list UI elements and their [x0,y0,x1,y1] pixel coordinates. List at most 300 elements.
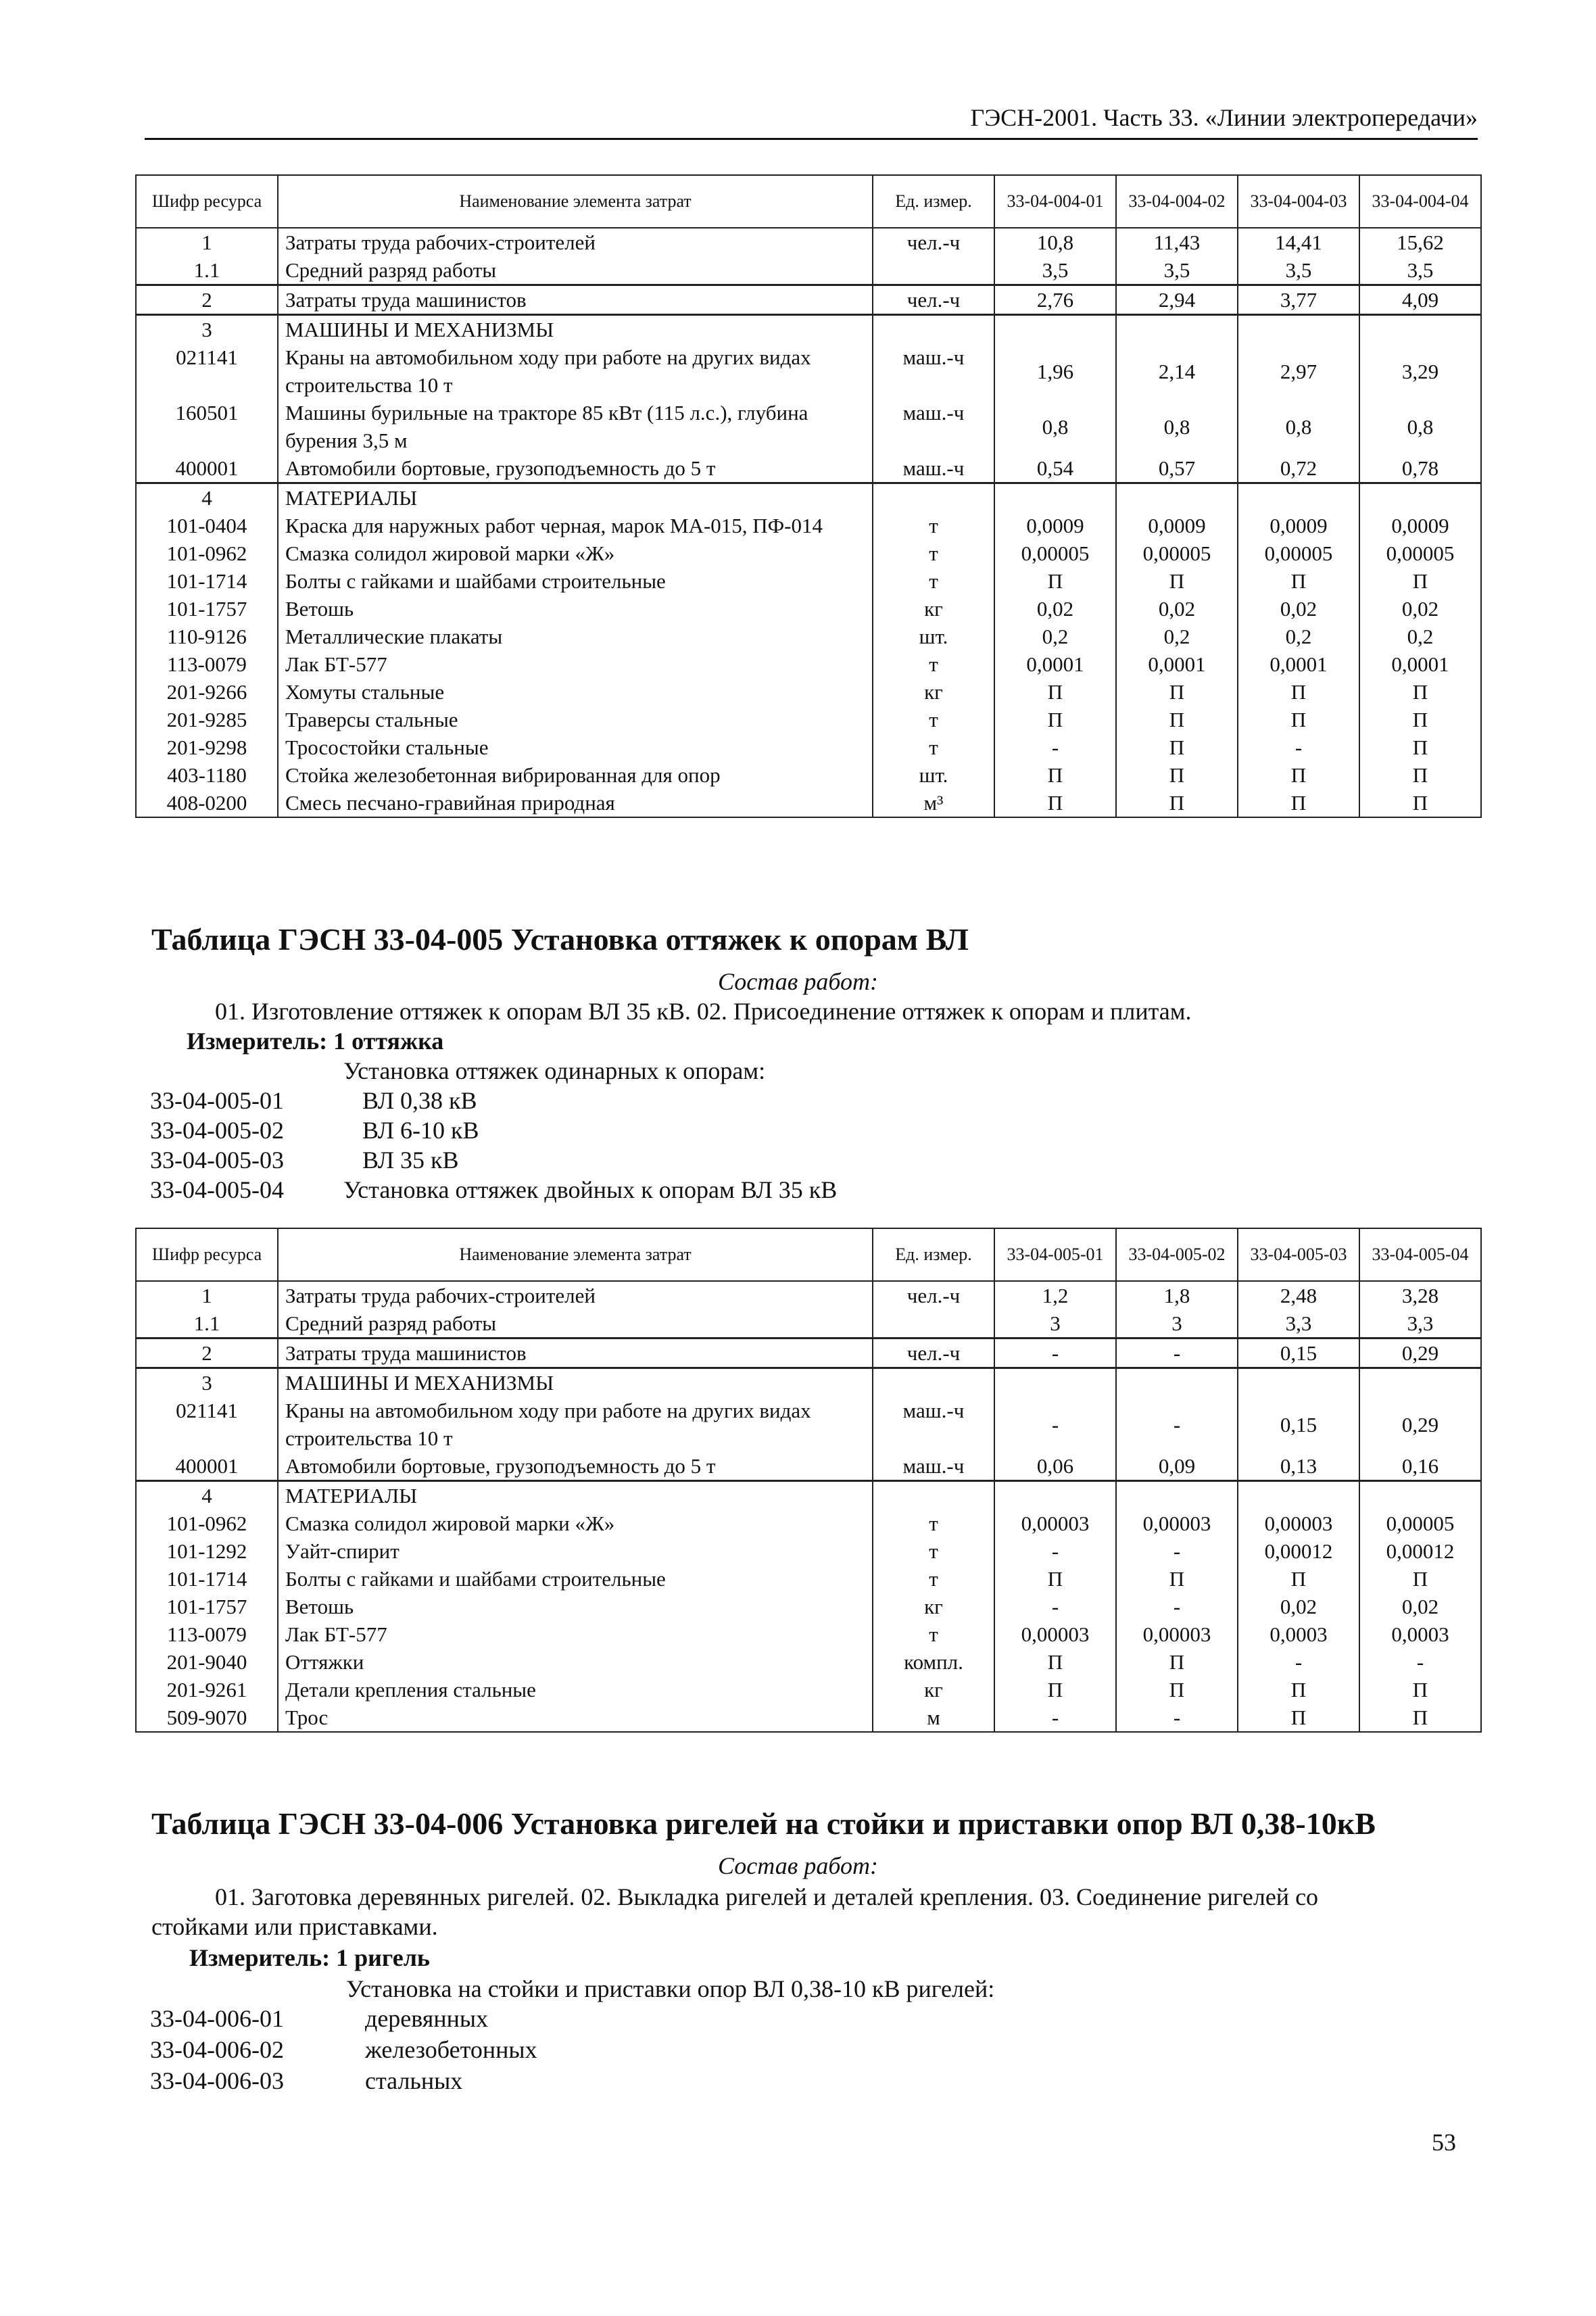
cell-value: П [1359,1565,1481,1593]
cell-resource-name: Тросостойки стальные [278,733,873,761]
col-header-norm: 33-04-004-01 [994,175,1116,228]
cell-value: 2,97 [1238,343,1359,399]
cell-resource-code: 160501 [136,399,278,454]
cell-value: 0,13 [1238,1452,1359,1481]
cell-resource-name: Затраты труда машинистов [278,1338,873,1368]
cell-resource-name: Краны на автомобильном ходу при работе на других видах строительства 10 т [278,343,873,399]
work-composition-heading: Состав работ: [718,968,878,995]
cell-resource-code: 101-0962 [136,539,278,567]
cell-unit: м [873,1704,994,1732]
col-header-norm: 33-04-005-04 [1359,1228,1481,1281]
cell-value: 0,57 [1116,454,1238,483]
cell-resource-code: 101-0962 [136,1510,278,1537]
cell-value: 3,3 [1359,1309,1481,1338]
cell-resource-name: Хомуты стальные [278,678,873,706]
page-number: 53 [1432,2129,1456,2156]
cell-resource-code: 509-9070 [136,1704,278,1732]
cell-value [1359,483,1481,512]
cell-resource-code: 400001 [136,454,278,483]
cell-value [994,483,1116,512]
cell-value: 0,00005 [1238,539,1359,567]
cell-value: 0,02 [1359,1593,1481,1620]
cell-resource-code: 101-1714 [136,1565,278,1593]
cell-unit: чел.-ч [873,1338,994,1368]
col-header-unit: Ед. измер. [873,175,994,228]
cell-value: 0,00005 [994,539,1116,567]
norm-description: деревянных [365,2005,489,2032]
table-row [136,623,1481,650]
cell-unit: шт. [873,761,994,789]
cell-resource-name: Детали крепления стальные [278,1676,873,1704]
cell-resource-name: Ветошь [278,595,873,623]
cell-resource-code: 110-9126 [136,623,278,650]
cell-value: - [994,1593,1116,1620]
cell-value [1359,315,1481,344]
cell-value: 2,76 [994,285,1116,315]
cell-unit: компл. [873,1648,994,1676]
cell-resource-name: Лак БТ-577 [278,650,873,678]
cell-value: 2,48 [1238,1281,1359,1309]
cell-value: 0,0009 [1116,512,1238,539]
cell-value: 3,5 [994,256,1116,285]
cell-value: 0,8 [1359,399,1481,454]
cell-value: - [1116,1397,1238,1452]
cell-value: 15,62 [1359,228,1481,256]
cell-resource-code: 201-9285 [136,706,278,733]
cell-resource-name: Средний разряд работы [278,256,873,285]
meter-line: Измеритель: 1 ригель [189,1944,430,1971]
cell-value: 1,2 [994,1281,1116,1309]
table-title-33-04-006: Таблица ГЭСН 33-04-006 Установка ригелей на стойки и приставки опор ВЛ 0,38-10кВ [151,1806,1376,1841]
cell-unit: маш.-ч [873,1397,994,1452]
cell-unit: чел.-ч [873,1281,994,1309]
cell-value: П [994,1565,1116,1593]
cell-value: П [1238,761,1359,789]
work-composition-text-line1: 01. Заготовка деревянных ригелей. 02. Выкладка ригелей и деталей крепления. 03. Соединение ригелей со [215,1883,1319,1910]
cell-value: П [994,678,1116,706]
cell-value: 0,00003 [1116,1620,1238,1648]
cell-value: 3 [1116,1309,1238,1338]
cell-value: 3,29 [1359,343,1481,399]
cell-value: П [1116,761,1238,789]
cell-resource-name: Оттяжки [278,1648,873,1676]
cell-unit: т [873,539,994,567]
cell-value [994,315,1116,344]
cell-unit [873,1481,994,1510]
cell-value: П [994,567,1116,595]
cell-resource-name: Смазка солидол жировой марки «Ж» [278,1510,873,1537]
cell-value: 0,02 [1238,595,1359,623]
table-row [136,1397,1481,1452]
table-row [136,512,1481,539]
cell-value: 0,0001 [1359,650,1481,678]
cell-value: 0,0003 [1359,1620,1481,1648]
cell-value: 10,8 [994,228,1116,256]
cell-value [1238,1368,1359,1397]
cell-unit: т [873,650,994,678]
table-row [136,483,1481,512]
cell-unit [873,1368,994,1397]
cell-value: 14,41 [1238,228,1359,256]
cell-value: - [994,1537,1116,1565]
table-row [136,343,1481,399]
cell-value: П [994,706,1116,733]
cell-value: 0,0009 [1238,512,1359,539]
norm-code: 33-04-006-03 [150,2067,284,2094]
cell-value: П [994,1648,1116,1676]
work-composition-heading: Состав работ: [718,1852,878,1879]
cell-value: П [994,1676,1116,1704]
cell-value: 3,28 [1359,1281,1481,1309]
cell-value: 0,2 [1359,623,1481,650]
cell-value: 0,8 [994,399,1116,454]
table-row [136,1481,1481,1510]
resource-table-33-04-004 [135,174,1482,818]
cell-value: 1,8 [1116,1281,1238,1309]
cell-value: 0,8 [1238,399,1359,454]
cell-resource-name: Затраты труда рабочих-строителей [278,1281,873,1309]
cell-unit: чел.-ч [873,285,994,315]
norm-description: железобетонных [365,2036,537,2063]
cell-unit: маш.-ч [873,1452,994,1481]
cell-unit: маш.-ч [873,399,994,454]
table-row [136,1309,1481,1338]
cell-value: 0,2 [1116,623,1238,650]
table-row [136,399,1481,454]
table-row [136,706,1481,733]
cell-value: 4,09 [1359,285,1481,315]
cell-resource-name: Ветошь [278,1593,873,1620]
cell-value: П [1359,706,1481,733]
cell-resource-name: Затраты труда машинистов [278,285,873,315]
table-row [136,1281,1481,1309]
cell-resource-name: МАШИНЫ И МЕХАНИЗМЫ [278,315,873,344]
cell-unit: кг [873,595,994,623]
table-row [136,1620,1481,1648]
cell-resource-code: 101-1292 [136,1537,278,1565]
meter-line: Измеритель: 1 оттяжка [187,1028,444,1055]
cell-resource-code: 201-9266 [136,678,278,706]
cell-value [1238,315,1359,344]
col-header-unit: Ед. измер. [873,1228,994,1281]
cell-resource-code: 2 [136,285,278,315]
cell-resource-code: 3 [136,1368,278,1397]
cell-resource-name: Трос [278,1704,873,1732]
cell-value: - [1238,733,1359,761]
table-row [136,539,1481,567]
col-header-name: Наименование элемента затрат [278,175,873,228]
cell-value: 1,96 [994,343,1116,399]
cell-value: - [1116,1593,1238,1620]
cell-value: П [1116,706,1238,733]
cell-value: П [1359,1704,1481,1732]
cell-value: П [1116,1565,1238,1593]
norm-description: ВЛ 35 кВ [362,1147,459,1174]
table-row [136,789,1481,817]
cell-value: П [1359,761,1481,789]
cell-value: П [1116,789,1238,817]
col-header-norm: 33-04-005-02 [1116,1228,1238,1281]
cell-value: 0,00003 [994,1620,1116,1648]
cell-value: П [1238,567,1359,595]
work-composition-text: 01. Изготовление оттяжек к опорам ВЛ 35 кВ. 02. Присоединение оттяжек к опорам и плитам. [215,998,1192,1025]
cell-value: 0,0001 [1238,650,1359,678]
cell-resource-code: 201-9040 [136,1648,278,1676]
cell-unit: т [873,512,994,539]
cell-resource-name: МАТЕРИАЛЫ [278,1481,873,1510]
cell-value: П [1359,789,1481,817]
norm-description: Установка оттяжек двойных к опорам ВЛ 35 кВ [343,1176,838,1203]
cell-resource-code: 101-1757 [136,1593,278,1620]
cell-value: П [1359,733,1481,761]
cell-value: П [1116,1676,1238,1704]
col-header-norm: 33-04-005-01 [994,1228,1116,1281]
items-intro: Установка на стойки и приставки опор ВЛ 0,38-10 кВ ригелей: [346,1975,995,2002]
cell-resource-code: 021141 [136,1397,278,1452]
norm-code: 33-04-006-01 [150,2005,284,2032]
cell-resource-name: Средний разряд работы [278,1309,873,1338]
cell-value: 0,29 [1359,1397,1481,1452]
cell-value: 2,94 [1116,285,1238,315]
norm-description: ВЛ 6-10 кВ [362,1117,479,1144]
cell-value: П [1238,706,1359,733]
col-header-norm: 33-04-005-03 [1238,1228,1359,1281]
cell-resource-code: 400001 [136,1452,278,1481]
cell-value: П [1116,1648,1238,1676]
col-header-code: Шифр ресурса [136,1228,278,1281]
cell-value: 0,02 [1238,1593,1359,1620]
cell-value: 0,02 [1116,595,1238,623]
cell-value: П [1238,1676,1359,1704]
cell-value: 0,00003 [1238,1510,1359,1537]
table-row [136,1704,1481,1732]
cell-resource-name: Смазка солидол жировой марки «Ж» [278,539,873,567]
cell-value: 0,02 [1359,595,1481,623]
table-row [136,285,1481,315]
cell-value: - [1116,1537,1238,1565]
cell-value: П [1116,678,1238,706]
cell-unit [873,1309,994,1338]
cell-value: 3,5 [1116,256,1238,285]
cell-value [994,1481,1116,1510]
resource-table-33-04-005 [135,1228,1482,1733]
cell-value: П [1238,1565,1359,1593]
table-row [136,1368,1481,1397]
cell-value: 0,78 [1359,454,1481,483]
cell-value: П [1116,567,1238,595]
cell-resource-name: Металлические плакаты [278,623,873,650]
table-row [136,1676,1481,1704]
cell-value: 3,77 [1238,285,1359,315]
norm-code: 33-04-005-02 [150,1117,284,1144]
cell-value: П [1359,567,1481,595]
cell-value: П [1359,678,1481,706]
cell-value: 3 [994,1309,1116,1338]
cell-resource-code: 3 [136,315,278,344]
cell-resource-code: 403-1180 [136,761,278,789]
cell-value: 0,0003 [1238,1620,1359,1648]
table-row [136,1510,1481,1537]
cell-unit: т [873,1537,994,1565]
cell-unit: маш.-ч [873,454,994,483]
col-header-code: Шифр ресурса [136,175,278,228]
col-header-norm: 33-04-004-04 [1359,175,1481,228]
cell-unit: т [873,1510,994,1537]
cell-resource-name: Автомобили бортовые, грузоподъемность до 5 т [278,1452,873,1481]
cell-value: 3,5 [1359,256,1481,285]
cell-resource-code: 101-1714 [136,567,278,595]
cell-resource-code: 1 [136,1281,278,1309]
cell-value [1116,1368,1238,1397]
cell-value: П [1116,733,1238,761]
table-row [136,315,1481,344]
table-row [136,1648,1481,1676]
cell-resource-code: 101-1757 [136,595,278,623]
cell-unit: м³ [873,789,994,817]
cell-value [1116,315,1238,344]
cell-resource-name: Машины бурильные на тракторе 85 кВт (115 л.с.), глубина бурения 3,5 м [278,399,873,454]
cell-value: 0,0009 [1359,512,1481,539]
cell-value: 0,00003 [1116,1510,1238,1537]
table-row [136,678,1481,706]
cell-value: 0,00005 [1359,1510,1481,1537]
cell-value: 0,8 [1116,399,1238,454]
cell-resource-name: МАТЕРИАЛЫ [278,483,873,512]
cell-value: 0,15 [1238,1397,1359,1452]
cell-value [1116,1481,1238,1510]
cell-resource-name: МАШИНЫ И МЕХАНИЗМЫ [278,1368,873,1397]
norm-description: стальных [365,2067,463,2094]
cell-value: - [994,733,1116,761]
cell-resource-code: 021141 [136,343,278,399]
cell-value: 3,3 [1238,1309,1359,1338]
cell-value: - [1116,1704,1238,1732]
cell-resource-code: 101-0404 [136,512,278,539]
table-row [136,1565,1481,1593]
cell-value [1359,1368,1481,1397]
table-row [136,1452,1481,1481]
cell-resource-name: Болты с гайками и шайбами строительные [278,1565,873,1593]
cell-unit: маш.-ч [873,343,994,399]
table-row [136,1537,1481,1565]
cell-resource-name: Смесь песчано-гравийная природная [278,789,873,817]
cell-value: 0,09 [1116,1452,1238,1481]
cell-resource-name: Уайт-спирит [278,1537,873,1565]
cell-value: - [1238,1648,1359,1676]
cell-value: 0,72 [1238,454,1359,483]
cell-resource-code: 4 [136,483,278,512]
cell-resource-code: 2 [136,1338,278,1368]
cell-resource-name: Болты с гайками и шайбами строительные [278,567,873,595]
cell-unit: т [873,1620,994,1648]
cell-resource-code: 201-9261 [136,1676,278,1704]
table-row [136,733,1481,761]
cell-value: 0,00003 [994,1510,1116,1537]
cell-value: 0,00005 [1116,539,1238,567]
cell-value: 0,2 [994,623,1116,650]
cell-value [1238,483,1359,512]
table-row [136,650,1481,678]
cell-value [1238,1481,1359,1510]
col-header-norm: 33-04-004-02 [1116,175,1238,228]
cell-resource-name: Стойка железобетонная вибрированная для опор [278,761,873,789]
cell-value: 0,29 [1359,1338,1481,1368]
cell-value: П [1238,789,1359,817]
cell-unit: кг [873,678,994,706]
norm-code: 33-04-006-02 [150,2036,284,2063]
cell-value: 11,43 [1116,228,1238,256]
cell-value: - [994,1704,1116,1732]
table-row [136,567,1481,595]
col-header-norm: 33-04-004-03 [1238,175,1359,228]
items-intro: Установка оттяжек одинарных к опорам: [343,1057,766,1084]
cell-unit: т [873,706,994,733]
cell-resource-name: Краска для наружных работ черная, марок МА-015, ПФ-014 [278,512,873,539]
cell-value [994,1368,1116,1397]
cell-resource-name: Траверсы стальные [278,706,873,733]
cell-resource-code: 1 [136,228,278,256]
cell-value: 0,0001 [994,650,1116,678]
norm-code: 33-04-005-01 [150,1087,284,1114]
cell-value: 0,15 [1238,1338,1359,1368]
cell-unit: т [873,567,994,595]
cell-resource-code: 113-0079 [136,1620,278,1648]
cell-value: П [1238,1704,1359,1732]
cell-value: 0,02 [994,595,1116,623]
cell-value: 3,5 [1238,256,1359,285]
cell-unit: т [873,733,994,761]
cell-resource-code: 4 [136,1481,278,1510]
table-row [136,761,1481,789]
cell-unit [873,315,994,344]
col-header-name: Наименование элемента затрат [278,1228,873,1281]
table-title-33-04-005: Таблица ГЭСН 33-04-005 Установка оттяжек к опорам ВЛ [151,922,969,957]
table-row [136,1593,1481,1620]
cell-resource-name: Автомобили бортовые, грузоподъемность до 5 т [278,454,873,483]
cell-value: - [994,1338,1116,1368]
cell-resource-name: Краны на автомобильном ходу при работе на других видах строительства 10 т [278,1397,873,1452]
cell-unit [873,256,994,285]
cell-resource-code: 113-0079 [136,650,278,678]
cell-unit: шт. [873,623,994,650]
cell-resource-code: 201-9298 [136,733,278,761]
table-row [136,228,1481,256]
table-row [136,595,1481,623]
cell-value: 0,0009 [994,512,1116,539]
cell-unit: кг [873,1676,994,1704]
cell-value [1359,1481,1481,1510]
cell-unit: кг [873,1593,994,1620]
cell-value: - [1116,1338,1238,1368]
cell-value: 0,00012 [1238,1537,1359,1565]
cell-resource-code: 1.1 [136,1309,278,1338]
cell-value: 0,16 [1359,1452,1481,1481]
cell-value: - [994,1397,1116,1452]
cell-resource-name: Затраты труда рабочих-строителей [278,228,873,256]
cell-value: П [994,761,1116,789]
norm-code: 33-04-005-03 [150,1147,284,1174]
cell-value: 0,2 [1238,623,1359,650]
norm-description: ВЛ 0,38 кВ [362,1087,477,1114]
cell-resource-code: 408-0200 [136,789,278,817]
cell-unit: чел.-ч [873,228,994,256]
table-row [136,1338,1481,1368]
cell-value [1116,483,1238,512]
cell-unit [873,483,994,512]
cell-value: П [994,789,1116,817]
cell-resource-name: Лак БТ-577 [278,1620,873,1648]
cell-unit: т [873,1565,994,1593]
